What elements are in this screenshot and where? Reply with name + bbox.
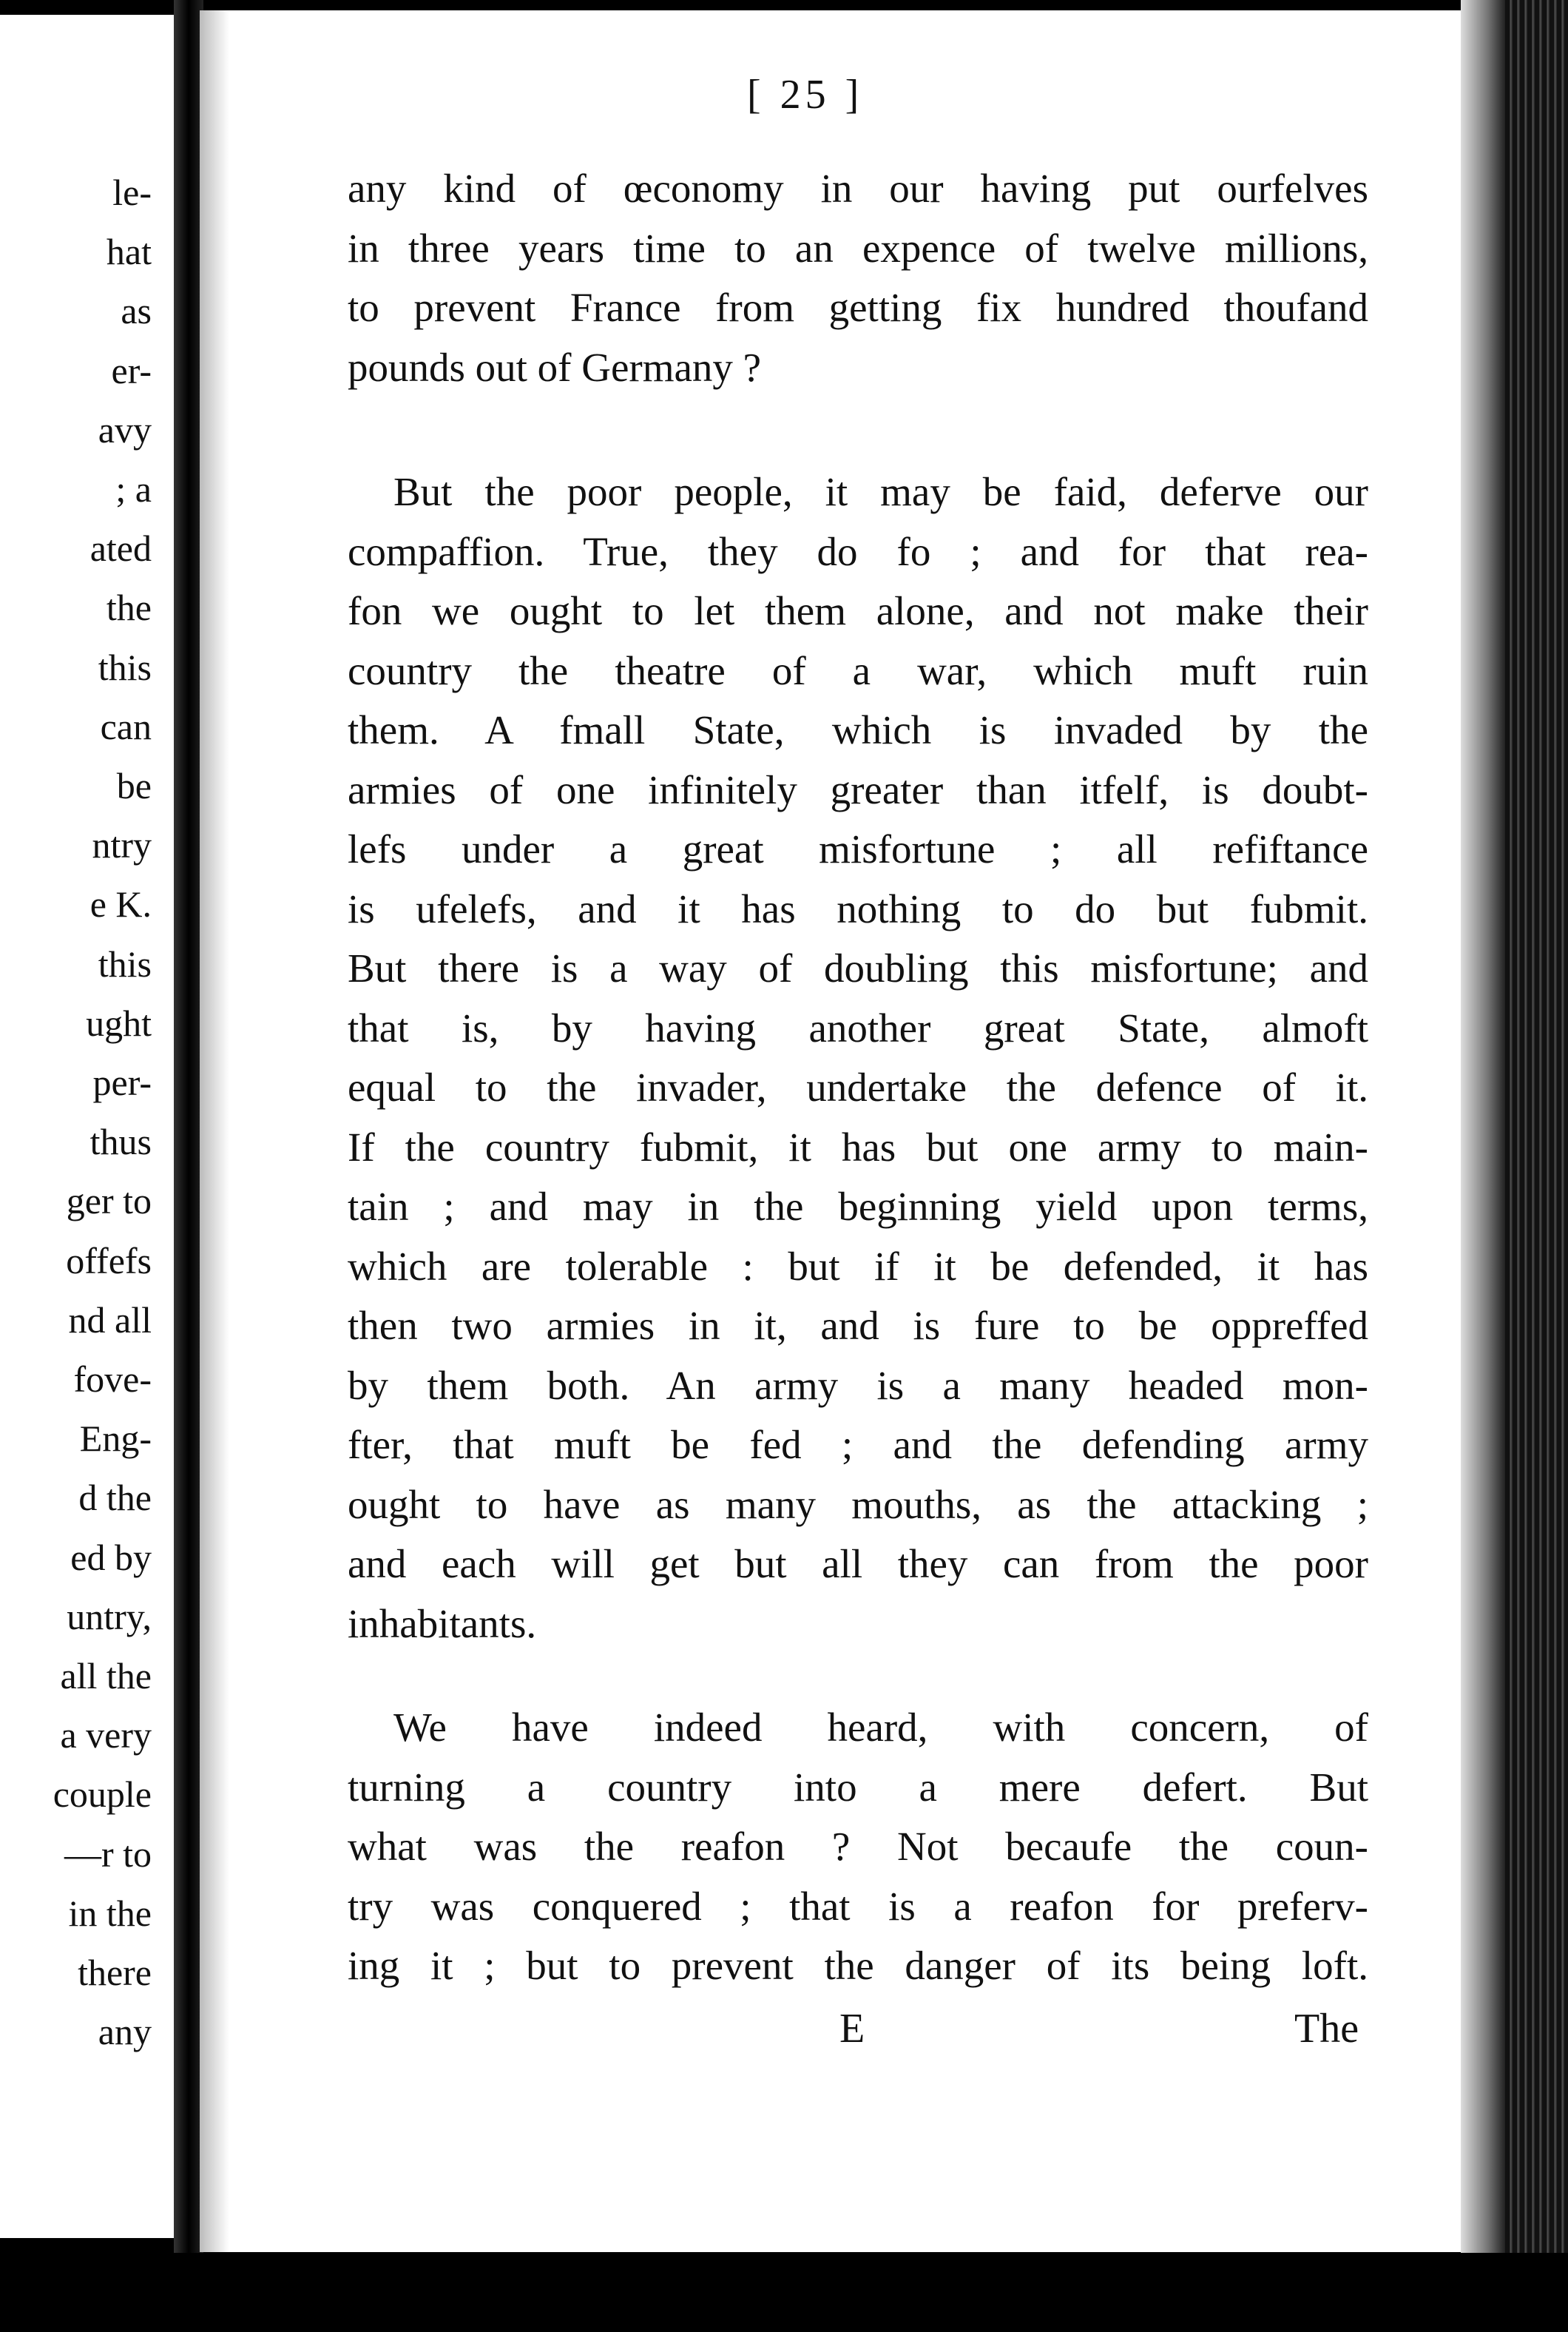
left-page-line: as <box>121 290 152 332</box>
left-page-fragment <box>0 15 181 2238</box>
left-page-line: this <box>98 943 152 985</box>
left-page-line: untry, <box>67 1595 152 1637</box>
left-page-line: ger to <box>66 1180 152 1222</box>
left-page-line: ed by <box>70 1536 152 1578</box>
text-line: We have indeed heard, with concern, of <box>393 1705 1368 1750</box>
left-page-line: this <box>98 646 152 688</box>
text-line: which are tolerable : but if it be defended, it has <box>348 1243 1368 1289</box>
left-page-line: avy <box>98 408 152 451</box>
left-page-line: there <box>78 1952 152 1993</box>
left-page-line: all the <box>60 1655 152 1696</box>
text-line: that is, by having another great State, almoft <box>348 1005 1368 1051</box>
text-line: compaffion. True, they do fo ; and for that rea- <box>348 528 1368 574</box>
text-line: equal to the invader, undertake the defence of it. <box>348 1065 1368 1110</box>
paragraph <box>348 159 1368 397</box>
left-page-line: be <box>116 765 152 806</box>
left-page-line: hat <box>106 231 152 273</box>
left-page-line: in the <box>68 1892 152 1934</box>
left-page-line: thus <box>89 1121 152 1163</box>
page-edges <box>1461 0 1568 2332</box>
catchword: The <box>1294 2006 1359 2052</box>
text-line: ing it ; but to prevent the danger of its being loft. <box>348 1943 1368 1988</box>
text-line: them. A fmall State, which is invaded by the <box>348 707 1368 752</box>
text-line: But there is a way of doubling this misfortune; and <box>348 946 1368 991</box>
paragraph <box>348 1698 1368 1996</box>
left-page-line: ntry <box>92 824 152 866</box>
left-page-line: ; a <box>115 468 152 510</box>
text-line: by them both. An army is a many headed mon- <box>348 1362 1368 1408</box>
text-line: try was conquered ; that is a reafon for preferv- <box>348 1883 1368 1929</box>
left-page-line: e K. <box>89 883 152 926</box>
left-page-line: d the <box>78 1477 152 1519</box>
left-page-line: offefs <box>66 1239 152 1281</box>
text-line: then two armies in it, and is fure to be oppreffed <box>348 1303 1368 1348</box>
paper-speck <box>333 81 349 117</box>
left-page-line: nd all <box>68 1298 152 1341</box>
text-line: inhabitants. <box>348 1600 537 1646</box>
left-page-line: couple <box>53 1773 152 1816</box>
left-page-line: le- <box>112 172 152 213</box>
text-line: is ufelefs, and it has nothing to do but fubmit. <box>348 886 1368 931</box>
text-line: fon we ought to let them alone, and not make their <box>348 588 1368 633</box>
text-line: turning a country into a mere defert. But <box>348 1764 1368 1810</box>
text-line: what was the reafon ? Not becaufe the coun- <box>348 1824 1368 1869</box>
left-page-line: can <box>100 705 152 747</box>
signature-mark: E <box>839 2006 865 2052</box>
text-line: If the country fubmit, it has but one army to main- <box>348 1124 1368 1170</box>
paragraph <box>348 462 1368 1654</box>
text-line: tain ; and may in the beginning yield upon terms, <box>348 1184 1368 1229</box>
book-gutter <box>174 0 203 2332</box>
text-line: But the poor people, it may be faid, deferve our <box>393 469 1368 514</box>
text-line: pounds out of Germany ? <box>348 344 762 390</box>
left-page-line: a very <box>60 1714 152 1756</box>
text-line: and each will get but all they can from the poor <box>348 1541 1368 1586</box>
left-page-line: the <box>106 587 152 629</box>
left-page-line: ught <box>86 1002 152 1044</box>
text-line: any kind of œconomy in our having put ourfelves <box>348 166 1368 211</box>
left-page-line: Eng- <box>79 1418 152 1460</box>
text-line: to prevent France from getting fix hundred thoufand <box>348 285 1368 330</box>
page-shadow <box>200 10 229 2252</box>
left-page-line: fove- <box>73 1358 152 1400</box>
left-page-line: per- <box>92 1062 152 1103</box>
text-line: armies of one infinitely greater than itfelf, is doubt- <box>348 766 1368 812</box>
text-line: country the theatre of a war, which muft ruin <box>348 647 1368 693</box>
left-page-line: any <box>98 2011 152 2053</box>
text-line: in three years time to an expence of twelve millions, <box>348 225 1368 271</box>
text-line: lefs under a great misfortune ; all refiftance <box>348 826 1368 872</box>
left-page-line: ated <box>89 528 152 570</box>
text-line: fter, that muft be fed ; and the defending army <box>348 1422 1368 1467</box>
left-page-line: er- <box>111 349 152 391</box>
page-number: [ 25 ] <box>747 72 864 118</box>
bottom-band <box>0 2253 1568 2332</box>
text-line: ought to have as many mouths, as the attacking ; <box>348 1481 1368 1527</box>
left-page-line: —r to <box>64 1833 152 1875</box>
